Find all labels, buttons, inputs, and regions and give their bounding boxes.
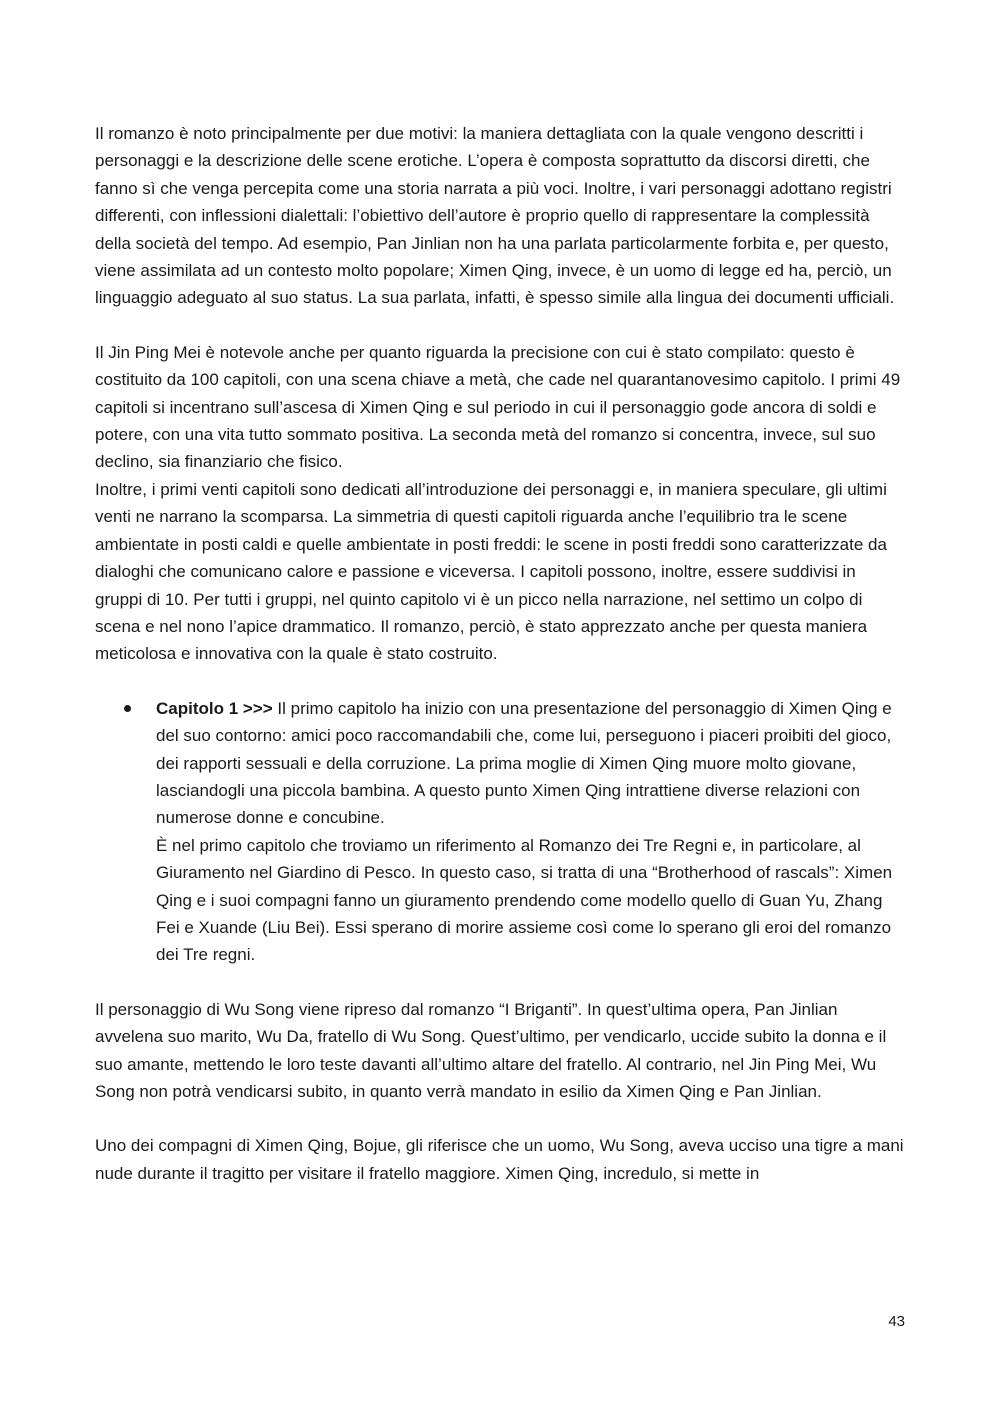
paragraph-novel-features: Il romanzo è noto principalmente per due motivi: la maniera dettagliata con la quale vengono descritti i personaggi e la descrizione delle scene erotiche. L’opera è composta soprattutto da discorsi diretti, che fanno sì che venga percepita come una storia narrata a più voci. Inoltre, i vari personaggi adottano registri differenti, con inflessioni dialettali: l’obiettivo dell’autore è proprio quello di rappresentare la complessità della società del tempo. Ad esempio, Pan Jinlian non ha una parlata particolarmente forbita e, per questo, viene assimilata ad un contesto molto popolare; Ximen Qing, invece, è un uomo di legge ed ha, perciò, un linguaggio adeguato al suo status. La sua parlata, infatti, è spesso simile alla lingua dei documenti ufficiali. <box>95 124 895 308</box>
bullet-icon <box>124 705 131 712</box>
paragraph-wu-song: Il personaggio di Wu Song viene ripreso dal romanzo “I Briganti”. In quest’ultima opera, Pan Jinlian avvelena suo marito, Wu Da, fratello di Wu Song. Quest’ultimo, per vendicarlo, uccide subito la donna e il suo amante, mettendo le loro teste davanti all’ultimo altare del fratello. Al contrario, nel Jin Ping Mei, Wu Song non potrà vendicarsi subito, in quanto verrà mandato in esilio da Ximen Qing e Pan Jinlian. <box>95 999 887 1101</box>
chapter-1-reference: È nel primo capitolo che troviamo un riferimento al Romanzo dei Tre Regni e, in particolare, al Giuramento nel Giardino di Pesco. In questo caso, si tratta di una “Brotherhood of rascals”: Ximen Qing e i suoi compagni fanno un giuramento prendendo come modello quello di Guan Yu, Zhang Fei e Xuande (Liu Bei). Essi sperano di morire assieme così come lo sperano gli eroi del romanzo dei Tre regni. <box>156 835 893 965</box>
chapter-list <box>95 695 905 969</box>
paragraph-symmetry: Inoltre, i primi venti capitoli sono dedicati all’introduzione dei personaggi e, in maniera speculare, gli ultimi venti ne narrano la scomparsa. La simmetria di questi capitoli riguarda anche l’equilibrio tra le scene ambientate in posti caldi e quelle ambientate in posti freddi: le scene in posti freddi sono caratterizzate da dialoghi che comunicano calore e passione e viceversa. I capitoli possono, inoltre, essere suddivisi in gruppi di 10. Per tutti i gruppi, nel quinto capitolo vi è un picco nella narrazione, nel settimo un colpo di scena e nel nono l’apice drammatico. Il romanzo, perciò, è stato apprezzato anche per questa maniera meticolosa e innovativa con la quale è stato costruito. <box>95 479 887 664</box>
page-number: 43 <box>888 1313 905 1330</box>
paragraph-structure: Il Jin Ping Mei è notevole anche per quanto riguarda la precisione con cui è stato compilato: questo è costituito da 100 capitoli, con una scena chiave a metà, che cade nel quarantanovesimo capitolo. I primi 49 capitoli si incentrano sull’ascesa di Ximen Qing e sul periodo in cui il personaggio gode ancora di soldi e potere, con una vita tutto sommato positiva. La seconda metà del romanzo si concentra, invece, sul suo declino, sia finanziario che fisico. <box>95 342 901 472</box>
chapter-1-summary <box>156 695 905 832</box>
paragraph-bojue: Uno dei compagni di Ximen Qing, Bojue, gli riferisce che un uomo, Wu Song, aveva ucciso una tigre a mani nude durante il tragitto per visitare il fratello maggiore. Ximen Qing, incredulo, si mette in <box>95 1136 904 1183</box>
chapter-1-text: Il primo capitolo ha inizio con una presentazione del personaggio di Ximen Qing e del suo contorno: amici poco raccomandabili che, come lui, perseguono i piaceri proibiti del gioco, dei rapporti sessuali e della corruzione. La prima moglie di Ximen Qing muore molto giovane, lasciandogli una piccola bambina. A questo punto Ximen Qing intrattiene diverse relazioni con numerose donne e concubine. <box>156 698 892 828</box>
page-body <box>95 120 905 1187</box>
list-item-chapter-1 <box>95 695 905 969</box>
chapter-1-heading: Capitolo 1 >>> <box>156 698 273 718</box>
